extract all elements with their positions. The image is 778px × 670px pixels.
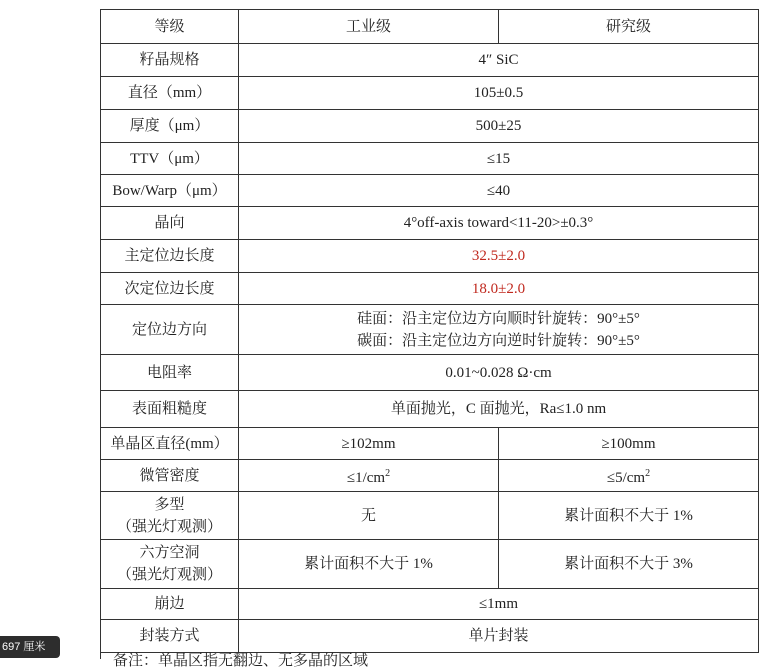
table-row [101,143,759,175]
row-value-industrial: $\le 1/cm^2$ [239,460,499,492]
row-value-highlight: 18.0±2.0 [239,273,759,305]
row-value: ≤1mm [239,589,759,620]
spec-table [100,9,759,653]
row-label: 直径（mm） [101,77,239,110]
table-row [101,391,759,428]
table-row [101,460,759,492]
row-value-highlight: 32.5±2.0 [239,240,759,273]
row-label: 崩边 [101,589,239,620]
row-label: 定位边方向 [101,305,239,355]
row-label: 次定位边长度 [101,273,239,305]
table-row [101,44,759,77]
note-text: 备注：单晶区指无翻边、无多晶的区域 [113,653,369,669]
row-label: 表面粗糙度 [101,391,239,428]
row-label: 六方空洞 （强光灯观测） [101,540,239,589]
orientation-c-face: 碳面：沿主定位边方向逆时针旋转：90°±5° [357,332,640,349]
table-row [101,492,759,540]
table-row [101,589,759,620]
table-row [101,240,759,273]
row-label: 厚度（μm） [101,110,239,143]
table-row [101,355,759,391]
orientation-si-face: 硅面：沿主定位边方向顺时针旋转：90°±5° [357,310,640,327]
row-label: 电阻率 [101,355,239,391]
table-row [101,540,759,589]
row-value: 500±25 [239,110,759,143]
note-strip [100,647,759,669]
row-value: 105±0.5 [239,77,759,110]
row-label: 微管密度 [101,460,239,492]
table-row [101,428,759,460]
table-row [101,305,759,355]
row-value: 单面抛光，C 面抛光，Ra≤1.0 nm [239,391,759,428]
row-label: 籽晶规格 [101,44,239,77]
row-value: ≤40 [239,175,759,207]
row-value: ≤15 [239,143,759,175]
table-row [101,77,759,110]
table-header-row [101,10,759,44]
size-badge: 697 厘米 [0,636,60,658]
row-value-research: 累计面积不大于 1% [499,492,759,540]
row-value: 4°off-axis toward<11-20>±0.3° [239,207,759,240]
row-value-research: $\le 5/cm^2$ [499,460,759,492]
table-row [101,207,759,240]
header-industrial: 工业级 [239,10,499,44]
table-row [101,175,759,207]
row-label: Bow/Warp（μm） [101,175,239,207]
row-value-research: 累计面积不大于 3% [499,540,759,589]
row-value: 0.01~0.028 Ω·cm [239,355,759,391]
row-value-industrial: 无 [239,492,499,540]
row-value: 单片封装 [239,620,759,653]
row-label: 主定位边长度 [101,240,239,273]
row-value [239,305,759,355]
row-label: TTV（μm） [101,143,239,175]
row-label: 多型 （强光灯观测） [101,492,239,540]
row-value: 4″ SiC [239,44,759,77]
row-value-industrial: ≥102mm [239,428,499,460]
table-row [101,110,759,143]
row-label: 晶向 [101,207,239,240]
header-grade: 等级 [101,10,239,44]
header-research: 研究级 [499,10,759,44]
row-value-industrial: 累计面积不大于 1% [239,540,499,589]
row-label: 封装方式 [101,620,239,653]
table-row [101,273,759,305]
row-value-research: ≥100mm [499,428,759,460]
row-label: 单晶区直径(mm） [101,428,239,460]
